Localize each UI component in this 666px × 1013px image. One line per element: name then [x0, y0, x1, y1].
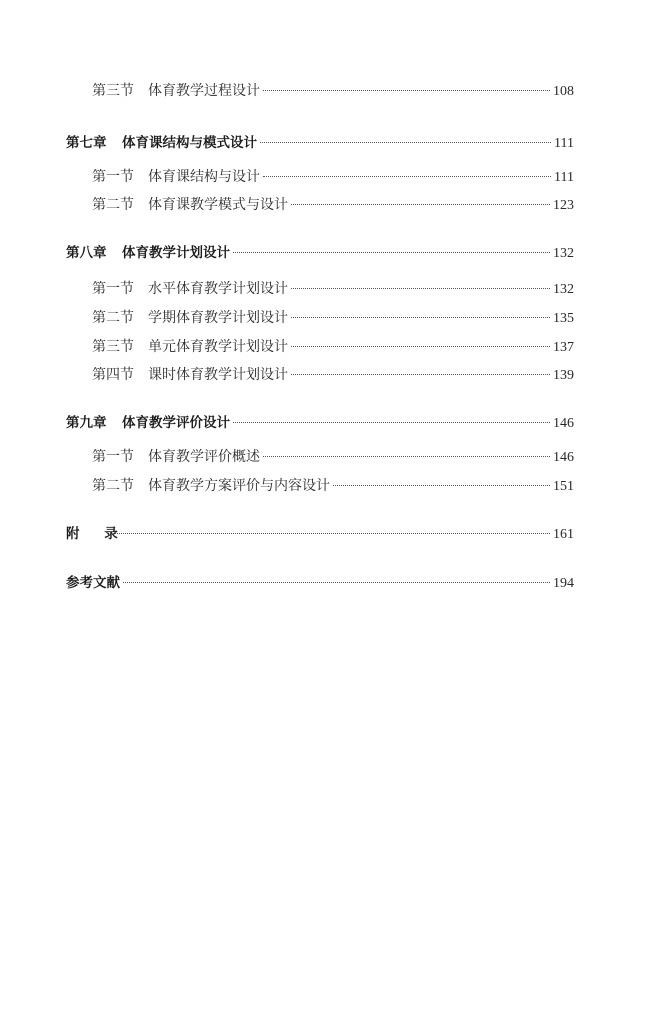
page-number: 161 — [553, 527, 574, 542]
section-title: 水平体育教学计划设计 — [148, 281, 288, 297]
page-number: 135 — [553, 311, 574, 326]
toc-entry-section[interactable] — [92, 168, 574, 186]
dot-leader — [291, 204, 550, 205]
page-number: 132 — [553, 282, 574, 297]
dot-leader — [233, 422, 550, 423]
page-number: 146 — [553, 416, 574, 431]
section-title: 体育教学评价概述 — [148, 449, 260, 465]
section-number: 第一节 — [92, 281, 134, 297]
section-number: 第三节 — [92, 83, 134, 99]
page-number: 111 — [554, 170, 574, 185]
section-title: 体育教学过程设计 — [148, 83, 260, 99]
dot-leader — [291, 288, 550, 289]
dot-leader — [263, 176, 551, 177]
dot-leader — [291, 317, 550, 318]
dot-leader — [263, 90, 550, 91]
section-number: 第一节 — [92, 169, 134, 185]
chapter-title: 体育课结构与模式设计 — [122, 135, 257, 151]
toc-entry-section[interactable] — [92, 338, 574, 356]
dot-leader — [113, 533, 550, 534]
chapter-title: 体育教学计划设计 — [122, 245, 230, 261]
toc-entry-appendix[interactable] — [66, 525, 574, 543]
section-title: 体育课教学模式与设计 — [148, 197, 288, 213]
page-number: 146 — [553, 450, 574, 465]
references-title: 参考文献 — [66, 575, 120, 591]
toc-entry-section[interactable] — [92, 366, 574, 384]
dot-leader — [123, 582, 550, 583]
toc-entry-section[interactable] — [92, 280, 574, 298]
section-title: 学期体育教学计划设计 — [148, 310, 288, 326]
chapter-title: 体育教学评价设计 — [122, 415, 230, 431]
toc-entry-chapter[interactable] — [66, 244, 574, 262]
dot-leader — [333, 485, 550, 486]
page-number: 108 — [553, 84, 574, 99]
toc-entry-section[interactable] — [92, 196, 574, 214]
section-number: 第二节 — [92, 478, 134, 494]
section-title: 体育教学方案评价与内容设计 — [148, 478, 330, 494]
dot-leader — [263, 456, 550, 457]
section-number: 第二节 — [92, 310, 134, 326]
toc-entry-references[interactable] — [66, 574, 574, 592]
section-number: 第四节 — [92, 367, 134, 383]
chapter-number: 第八章 — [66, 245, 107, 261]
toc-entry-section[interactable] — [92, 477, 574, 495]
toc-entry-chapter[interactable] — [66, 134, 574, 152]
page-number: 194 — [553, 576, 574, 591]
page-number: 151 — [553, 479, 574, 494]
dot-leader — [291, 346, 550, 347]
toc-entry-section[interactable] — [92, 448, 574, 466]
toc-entry-section[interactable] — [92, 82, 574, 100]
chapter-number: 第九章 — [66, 415, 107, 431]
section-title: 体育课结构与设计 — [148, 169, 260, 185]
page-number: 137 — [553, 340, 574, 355]
toc-entry-section[interactable] — [92, 309, 574, 327]
section-number: 第二节 — [92, 197, 134, 213]
section-number: 第三节 — [92, 339, 134, 355]
page-number: 123 — [553, 198, 574, 213]
page-number: 111 — [554, 136, 574, 151]
page-number: 139 — [553, 368, 574, 383]
section-title: 课时体育教学计划设计 — [148, 367, 288, 383]
page-number: 132 — [553, 246, 574, 261]
dot-leader — [291, 374, 550, 375]
dot-leader — [233, 252, 550, 253]
chapter-number: 第七章 — [66, 135, 107, 151]
section-number: 第一节 — [92, 449, 134, 465]
dot-leader — [260, 142, 551, 143]
section-title: 单元体育教学计划设计 — [148, 339, 288, 355]
appendix-label: 附 录 — [66, 526, 128, 542]
toc-entry-chapter[interactable] — [66, 414, 574, 432]
